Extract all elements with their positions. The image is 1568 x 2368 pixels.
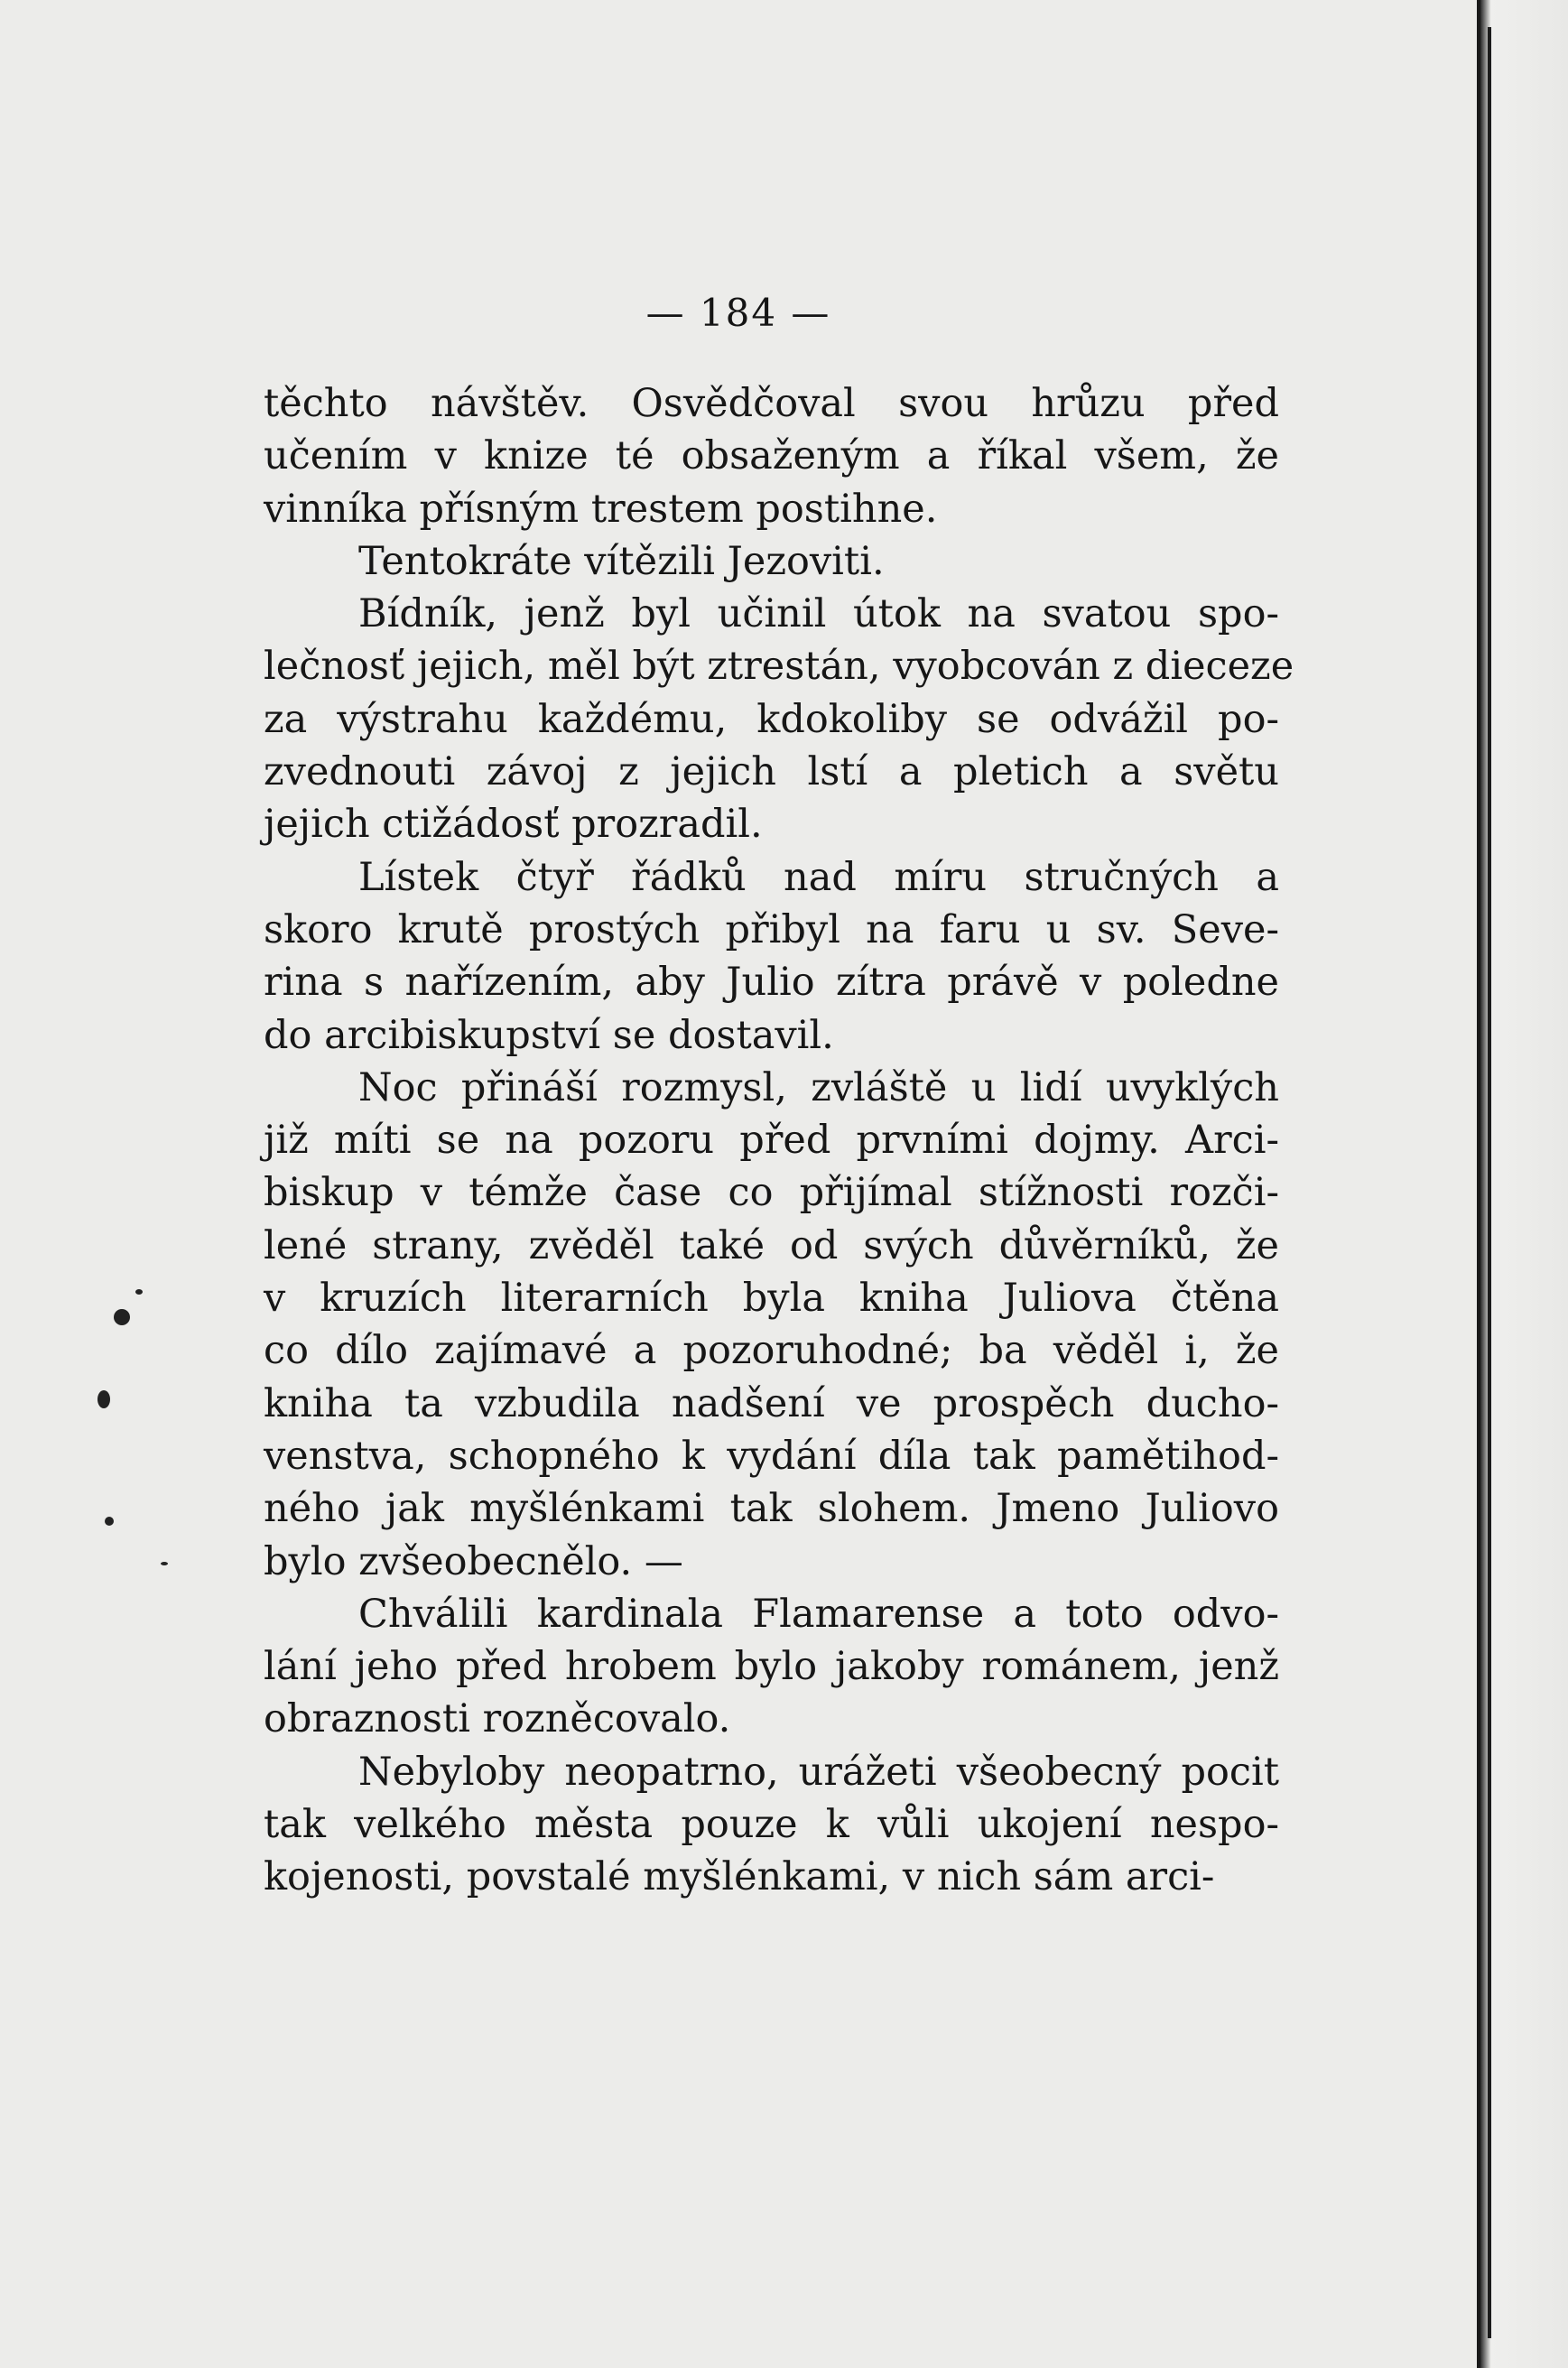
text-line: zvednouti závoj z jejich lstí a pletich a světu	[264, 749, 1279, 795]
paragraph	[264, 1062, 1279, 1588]
text-line: venstva, schopného k vydání díla tak pamětihod-	[264, 1433, 1279, 1479]
text-line: kojenosti, povstalé myšlénkami, v nich sám arci-	[264, 1854, 1215, 1900]
text-line: Nebyloby neopatrno, urážeti všeobecný pocit	[358, 1749, 1279, 1795]
paragraph	[264, 588, 1294, 850]
paragraph	[264, 1588, 1279, 1746]
text-line: do arcibiskupství se dostavil.	[264, 1012, 834, 1058]
ink-speck	[105, 1517, 114, 1526]
text-line: Tentokráte vítězili Jezoviti.	[358, 538, 885, 584]
adjacent-page-edge	[1480, 0, 1568, 2368]
paragraph	[264, 535, 1279, 588]
text-line: Noc přináší rozmysl, zvláště u lidí uvyklých	[358, 1064, 1279, 1110]
text-line: těchto návštěv. Osvědčoval svou hrůzu před	[264, 381, 1279, 426]
text-line: za výstrahu každému, kdokoliby se odvážil po-	[264, 696, 1279, 742]
text-line: jejich ctižádosť prozradil.	[264, 802, 763, 848]
text-line: tak velkého města pouze k vůli ukojení nespo-	[264, 1802, 1279, 1848]
text-line: obraznosti rozněcovalo.	[264, 1696, 731, 1742]
text-line: Lístek čtyř řádků nad míru stručných a	[358, 854, 1279, 900]
text-line: lání jeho před hrobem bylo jakoby románem, jenž	[264, 1644, 1279, 1690]
text-line: učením v knize té obsaženým a říkal všem, že	[264, 433, 1279, 479]
text-line: v kruzích literarních byla kniha Juliova čtěna	[264, 1276, 1279, 1322]
text-line: vinníka přísným trestem postihne.	[264, 486, 938, 532]
text-line: kniha ta vzbudila nadšení ve prospěch ducho-	[264, 1380, 1279, 1426]
text-line: Bídník, jenž byl učinil útok na svatou spo-	[358, 591, 1279, 637]
text-line: Chválili kardinala Flamarense a toto odvo-	[358, 1591, 1279, 1637]
text-line: lečnosť jejich, měl být ztrestán, vyobcován z dieceze	[264, 644, 1294, 690]
page-gutter-line	[1488, 27, 1491, 2338]
page-number: — 184 —	[645, 291, 831, 335]
body-text	[264, 377, 1294, 1904]
text-line: rina s nařízením, aby Julio zítra právě v poledne	[264, 960, 1279, 1006]
text-line: ného jak myšlénkami tak slohem. Jmeno Juliovo	[264, 1486, 1279, 1532]
text-line: lené strany, zvěděl také od svých důvěrníků, že	[264, 1222, 1279, 1268]
ink-speck	[114, 1309, 130, 1325]
text-line: skoro krutě prostých přibyl na faru u sv. Seve-	[264, 906, 1279, 952]
paragraph	[264, 851, 1279, 1062]
ink-speck	[135, 1289, 143, 1295]
ink-speck	[161, 1562, 168, 1565]
text-line: biskup v témže čase co přijímal stížnosti rozči-	[264, 1170, 1279, 1216]
ink-speck	[97, 1390, 110, 1408]
text-line: bylo zvšeobecnělo. —	[264, 1538, 683, 1584]
text-line: co dílo zajímavé a pozoruhodné; ba věděl i, že	[264, 1328, 1279, 1374]
paragraph	[264, 377, 1279, 535]
paragraph	[264, 1746, 1279, 1904]
text-line: již míti se na pozoru před prvními dojmy. Arci-	[264, 1118, 1279, 1164]
